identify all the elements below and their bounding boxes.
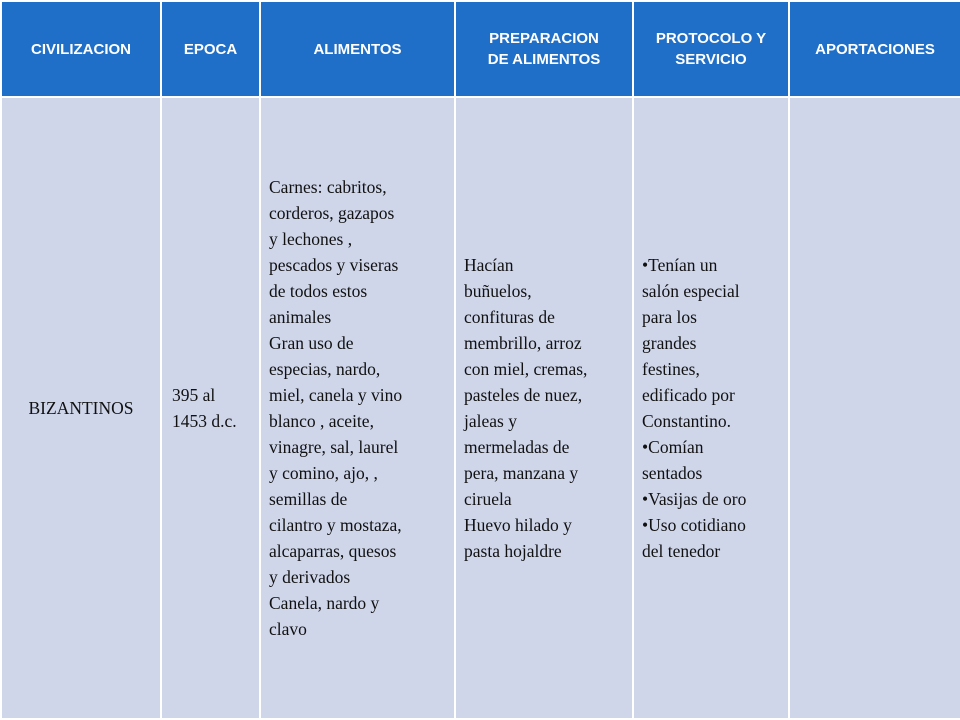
header-civilizacion: CIVILIZACION [1,1,161,97]
alimentos-line: alcaparras, quesos [269,541,397,561]
header-protocolo [633,1,789,97]
header-protocolo-line2: SERVICIO [675,51,747,68]
protocolo-line: Vasijas de oro [648,489,747,509]
preparacion-line: buñuelos, [464,281,532,301]
header-row [1,1,960,97]
header-preparacion-line2: DE ALIMENTOS [487,51,601,68]
alimentos-line: corderos, gazapos [269,203,395,223]
alimentos-lines [269,174,448,642]
header-alimentos: ALIMENTOS [260,1,455,97]
alimentos-line: semillas de [269,489,348,509]
alimentos-line: de todos estos [269,281,368,301]
cell-preparacion [455,97,633,719]
preparacion-line: Huevo hilado y [464,515,572,535]
list-item [642,252,782,434]
preparacion-line: ciruela [464,489,512,509]
alimentos-line: Gran uso de [269,333,354,353]
alimentos-line: blanco , aceite, [269,411,374,431]
preparacion-line: membrillo, arroz [464,333,582,353]
cell-epoca [161,97,260,719]
table-row [1,97,960,719]
alimentos-line: pescados y viseras [269,255,399,275]
preparacion-line: pasta hojaldre [464,541,562,561]
protocolo-line: Uso cotidiano [648,515,746,535]
preparacion-lines [464,252,626,564]
header-aportaciones: APORTACIONES [789,1,960,97]
protocolo-line: Tenían un [648,255,718,275]
header-protocolo-line1: PROTOCOLO Y [655,30,767,47]
preparacion-line: Hacían [464,255,514,275]
header-preparacion [455,1,633,97]
cell-alimentos [260,97,455,719]
alimentos-line: vinagre, sal, laurel [269,437,399,457]
list-item [642,434,782,486]
cell-aportaciones [789,97,960,719]
list-item [642,486,782,512]
protocolo-line: edificado por [642,385,735,405]
preparacion-line: pera, manzana y [464,463,579,483]
alimentos-line: y comino, ajo, , [269,463,378,483]
protocolo-line: salón especial [642,281,740,301]
protocolo-bullets [642,252,782,564]
alimentos-line: Canela, nardo y [269,593,380,613]
protocolo-line: Comían [648,437,704,457]
protocolo-line: Constantino. [642,411,731,431]
header-preparacion-line1: PREPARACION [489,30,599,47]
cell-civilizacion: BIZANTINOS [1,97,161,719]
protocolo-line: grandes [642,333,697,353]
protocolo-line: sentados [642,463,703,483]
alimentos-line: cilantro y mostaza, [269,515,402,535]
protocolo-line: del tenedor [642,541,721,561]
list-item [642,512,782,564]
alimentos-line: y derivados [269,567,351,587]
alimentos-line: clavo [269,619,307,639]
alimentos-line: miel, canela y vino [269,385,403,405]
protocolo-line: festines, [642,359,700,379]
alimentos-line: Carnes: cabritos, [269,177,387,197]
alimentos-line: animales [269,307,332,327]
preparacion-line: con miel, cremas, [464,359,588,379]
alimentos-line: y lechones , [269,229,353,249]
preparacion-line: jaleas y [464,411,517,431]
header-epoca: EPOCA [161,1,260,97]
preparacion-line: pasteles de nuez, [464,385,583,405]
epoca-line2: 1453 d.c. [172,411,237,431]
preparacion-line: mermeladas de [464,437,570,457]
alimentos-line: especias, nardo, [269,359,381,379]
epoca-line1: 395 al [172,385,216,405]
protocolo-line: para los [642,307,697,327]
cell-protocolo [633,97,789,719]
preparacion-line: confituras de [464,307,555,327]
